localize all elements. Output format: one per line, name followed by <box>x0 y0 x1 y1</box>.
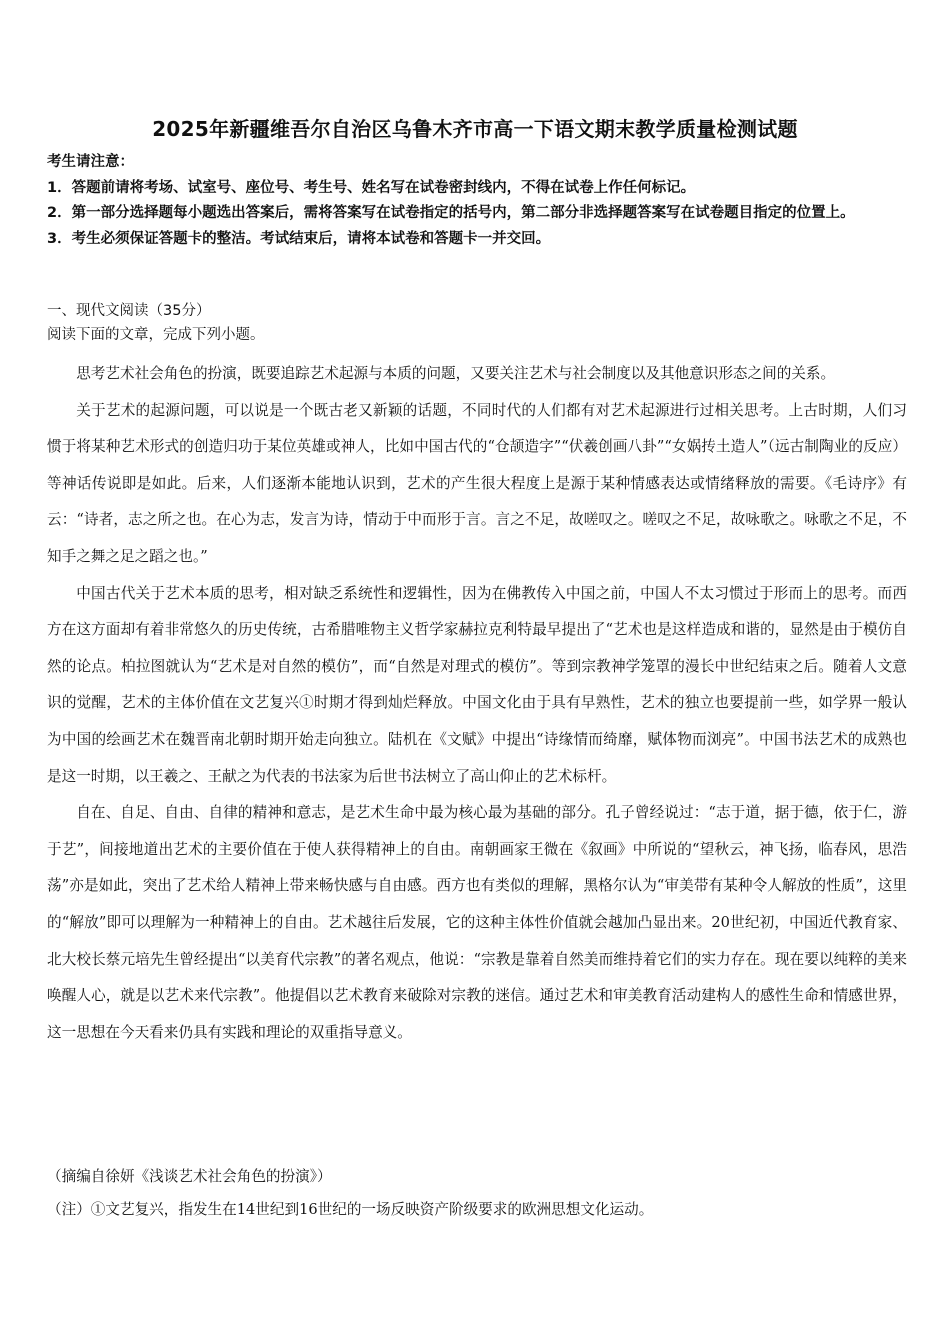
section-heading: 一、现代文阅读（35分） <box>47 303 211 319</box>
reading-passage <box>47 356 907 1051</box>
page-title: 2025年新疆维吾尔自治区乌鲁木齐市高一下语文期末教学质量检测试题 <box>152 117 798 141</box>
notice-item: 3．考生必须保证答题卡的整洁。考试结束后，请将本试卷和答题卡一并交回。 <box>47 230 551 247</box>
passage-paragraph: 中国古代关于艺术本质的思考，相对缺乏系统性和逻辑性，因为在佛教传入中国之前，中国人不太习惯过于形而上的思考。而西方在这方面却有着非常悠久的历史传统，古希腊唯物主义哲学家赫拉克利特最早提出了“艺术也是这样造成和谐的，显然是由于模仿自然的论点。柏拉图就认为“艺术是对自然的模仿”，而“自然是对理式的模仿”。等到宗教神学笼罩的漫长中世纪结束之后。随着人文意识的觉醒，艺术的主体价值在文艺复兴①时期才得到灿烂释放。中国文化由于具有早熟性，艺术的独立也要提前一些，如学界一般认为中国的绘画艺术在魏晋南北朝时期开始走向独立。陆机在《文赋》中提出“诗缘情而绮靡，赋体物而浏亮”。中国书法艺术的成熟也是这一时期，以王羲之、王献之为代表的书法家为后世书法树立了高山仰止的艺术标杆。 <box>47 584 907 785</box>
section-instruction: 阅读下面的文章，完成下列小题。 <box>47 327 265 343</box>
candidate-notice <box>47 150 907 252</box>
notice-heading: 考生请注意： <box>47 154 134 170</box>
passage-source: （摘编自徐妍《浅谈艺术社会角色的扮演》） <box>47 1168 332 1185</box>
notice-item: 1．答题前请将考场、试室号、座位号、考生号、姓名写在试卷密封线内，不得在试卷上作任何标记。 <box>47 179 696 196</box>
notice-item: 2．第一部分选择题每小题选出答案后，需将答案写在试卷指定的括号内，第二部分非选择题答案写在试卷题目指定的位置上。 <box>47 205 855 221</box>
passage-paragraph: 关于艺术的起源问题，可以说是一个既古老又新颖的话题，不同时代的人们都有对艺术起源进行过相关思考。上古时期，人们习惯于将某种艺术形式的创造归功于某位英雄或神人，比如中国古代的“仓颉造字”“伏羲创画八卦”“女娲抟土造人”（远古制陶业的反应）等神话传说即是如此。后来，人们逐渐本能地认识到，艺术的产生很大程度上是源于某种情感表达或情绪释放的需要。《毛诗序》有云：“诗者，志之所之也。在心为志，发言为诗，情动于中而形于言。言之不足，故嗟叹之。嗟叹之不足，故咏歌之。咏歌之不足，不知手之舞之足之蹈之也。” <box>47 401 907 565</box>
passage-paragraph: 思考艺术社会角色的扮演，既要追踪艺术起源与本质的问题，又要关注艺术与社会制度以及其他意识形态之间的关系。 <box>76 365 836 382</box>
section-header <box>47 299 907 347</box>
passage-footnote: （注）①文艺复兴，指发生在14世纪到16世纪的一场反映资产阶级要求的欧洲思想文化运动。 <box>47 1201 654 1218</box>
passage-paragraph: 自在、自足、自由、自律的精神和意志，是艺术生命中最为核心最为基础的部分。孔子曾经说过：“志于道，据于德，依于仁，游于艺”，间接地道出艺术的主要价值在于使人获得精神上的自由。南朝画家王微在《叙画》中所说的“望秋云，神飞扬，临春风，思浩荡”亦是如此，突出了艺术给人精神上带来畅快感与自由感。西方也有类似的理解，黑格尔认为“审美带有某种令人解放的性质”，这里的“解放”即可以理解为一种精神上的自由。艺术越往后发展，它的这种主体性价值就会越加凸显出来。20世纪初，中国近代教育家、北大校长蔡元培先生曾经提出“以美育代宗教”的著名观点，他说：“宗教是靠着自然美而维持着它们的实力存在。现在要以纯粹的美来唤醒人心，就是以艺术来代宗教”。他提倡以艺术教育来破除对宗教的迷信。通过艺术和审美教育活动建构人的感性生命和情感世界，这一思想在今天看来仍具有实践和理论的双重指导意义。 <box>47 804 907 1041</box>
